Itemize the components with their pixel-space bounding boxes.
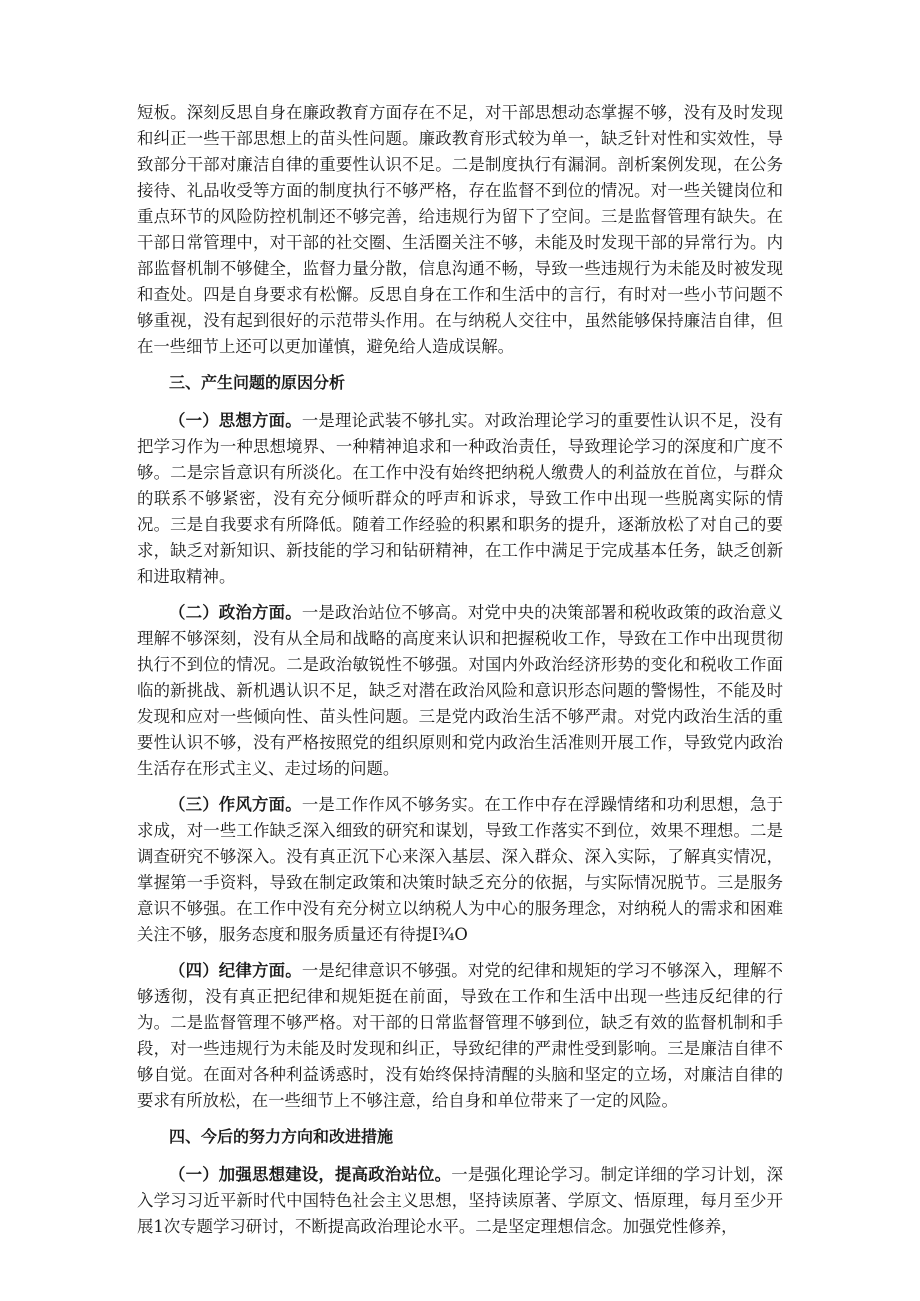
section-3-item-1 [137, 408, 783, 590]
item-lead: （四）纪律方面。 [169, 961, 302, 980]
continuation-paragraph: 短板。深刻反思自身在廉政教育方面存在不足，对干部思想动态掌握不够，没有及时发现和纠正一些干部思想上的苗头性问题。廉政教育形式较为单一，缺乏针对性和实效性，导致部分干部对廉洁自律的重要性认识不足。二是制度执行有漏洞。剖析案例发现，在公务接待、礼品收受等方面的制度执行不够严格，存在监督不到位的情况。对一些关键岗位和重点环节的风险防控机制还不够完善，给违规行为留下了空间。三是监督管理有缺失。在干部日常管理中，对干部的社交圈、生活圈关注不够，未能及时发现干部的异常行为。内部监督机制不够健全，监督力量分散，信息沟通不畅，导致一些违规行为未能及时被发现和查处。四是自身要求有松懈。反思自身在工作和生活中的言行，有时对一些小节问题不够重视，没有起到很好的示范带头作用。在与纳税人交往中，虽然能够保持廉洁自律，但在一些细节上还可以更加谨慎，避免给人造成误解。 [137, 103, 783, 356]
section-4-item-1 [137, 1162, 783, 1240]
section-3-item-2 [137, 600, 783, 782]
item-body: 一是政治站位不够高。对党中央的决策部署和税收政策的政治意义理解不够深刻，没有从全局和战略的高度来认识和把握税收工作，导致在工作中出现贯彻执行不到位的情况。二是政治敏锐性不够强。对国内外政治经济形势的变化和税收工作面临的新挑战、新机遇认识不足，缺乏对潜在政治风险和意识形态问题的警惕性，不能及时发现和应对一些倾向性、苗头性问题。三是党内政治生活不够严肃。对党内政治生活的重要性认识不够，没有严格按照党的组织原则和党内政治生活准则开展工作，导致党内政治生活存在形式主义、走过场的问题。 [137, 603, 784, 778]
item-lead: （二）政治方面。 [169, 603, 302, 622]
item-lead: （三）作风方面。 [169, 795, 302, 814]
item-lead: （一）加强思想建设，提高政治站位。 [169, 1165, 452, 1184]
item-body: 一是理论武装不够扎实。对政治理论学习的重要性认识不足，没有把学习作为一种思想境界、一种精神追求和一种政治责任，导致理论学习的深度和广度不够。二是宗旨意识有所淡化。在工作中没有始终把纳税人缴费人的利益放在首位，与群众的联系不够紧密，没有充分倾听群众的呼声和诉求，导致工作中出现一些脱离实际的情况。三是自我要求有所降低。随着工作经验的积累和职务的提升，逐渐放松了对自己的要求，缺乏对新知识、新技能的学习和钻研精神，在工作中满足于完成基本任务，缺乏创新和进取精神。 [137, 411, 784, 586]
section-4-heading: 四、今后的努力方向和改进措施 [169, 1127, 394, 1146]
document-page [137, 100, 783, 1250]
section-3-item-4 [137, 958, 783, 1114]
section-3-item-3 [137, 792, 783, 948]
section-3-heading: 三、产生问题的原因分析 [169, 373, 346, 392]
item-body: 一是纪律意识不够强。对党的纪律和规矩的学习不够深入，理解不够透彻，没有真正把纪律和规矩挺在前面，导致在工作和生活中出现一些违反纪律的行为。二是监督管理不够严格。对干部的日常监督管理不够到位，缺乏有效的监督机制和手段，对一些违规行为未能及时发现和纠正，导致纪律的严肃性受到影响。三是廉洁自律不够自觉。在面对各种利益诱惑时，没有始终保持清醒的头脑和坚定的立场，对廉洁自律的要求有所放松，在一些细节上不够注意，给自身和单位带来了一定的风险。 [137, 961, 784, 1110]
item-lead: （一）思想方面。 [169, 411, 302, 430]
item-body: 一是强化理论学习。制定详细的学习计划，深入学习习近平新时代中国特色社会主义思想，坚持读原著、学原文、悟原理，每月至少开展1次专题学习研讨，不断提高政治理论水平。二是坚定理想信念。加强党性修养， [137, 1165, 784, 1236]
item-body: 一是工作作风不够务实。在工作中存在浮躁情绪和功利思想，急于求成，对一些工作缺乏深入细致的研究和谋划，导致工作落实不到位，效果不理想。二是调查研究不够深入。没有真正沉下心来深入基层、深入群众、深入实际，了解真实情况，掌握第一手资料，导致在制定政策和决策时缺乏充分的依据，与实际情况脱节。三是服务意识不够强。在工作中没有充分树立以纳税人为中心的服务理念，对纳税人的需求和困难关注不够，服务态度和服务质量还有待提I¾O [137, 795, 784, 944]
